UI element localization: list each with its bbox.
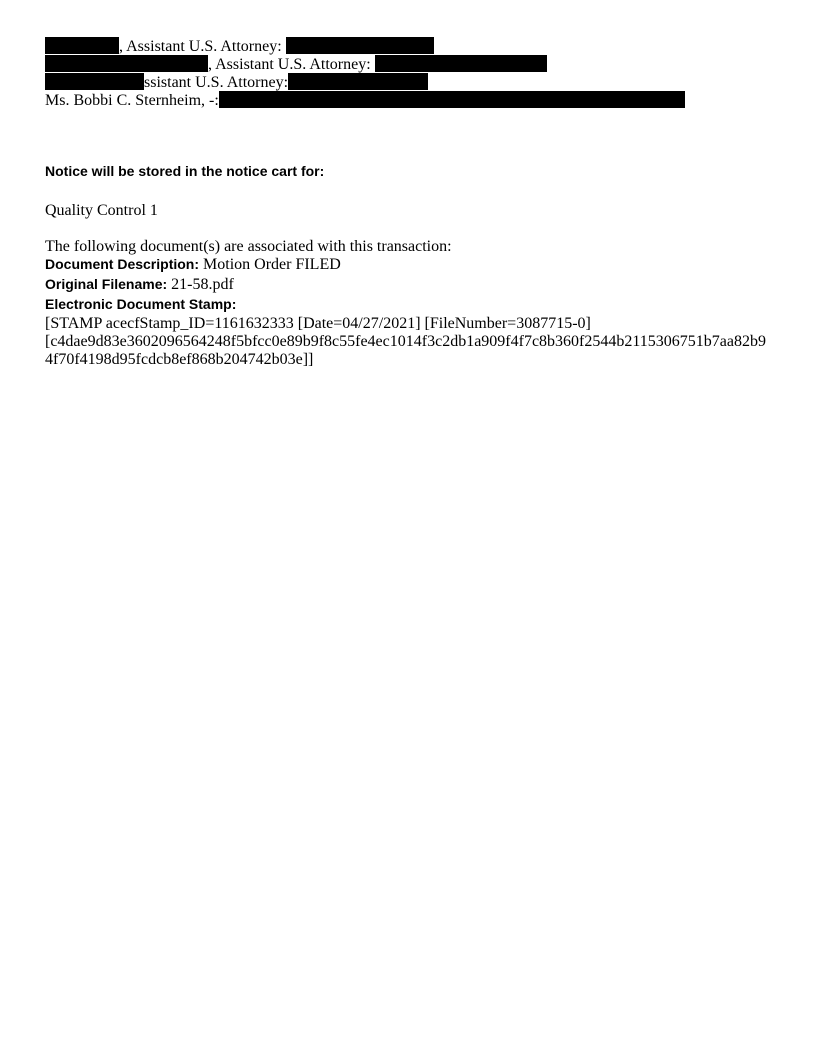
recipient-2-text: , Assistant U.S. Attorney: [208, 56, 371, 73]
redaction-block [286, 37, 434, 54]
notice-heading: Notice will be stored in the notice cart for: [45, 163, 325, 179]
redaction-block [375, 55, 547, 72]
recipient-line-3 [45, 73, 428, 92]
notice-recipient: Quality Control 1 [45, 202, 158, 219]
original-filename-value: 21-58.pdf [171, 276, 234, 293]
redaction-block [45, 73, 144, 90]
recipient-4-text: Ms. Bobbi C. Sternheim, -: [45, 92, 219, 109]
recipient-line-2 [45, 55, 547, 74]
recipient-line-1 [45, 37, 434, 56]
original-filename [45, 276, 234, 294]
stamp-line: [STAMP acecfStamp_ID=1161632333 [Date=04/27/2021] [FileNumber=3087715-0] [45, 315, 591, 332]
document-description-label: Document Description: [45, 256, 200, 272]
recipient-3-text: ssistant U.S. Attorney: [144, 74, 289, 91]
redaction-block [288, 73, 428, 90]
recipient-1-text: , Assistant U.S. Attorney: [119, 38, 282, 55]
documents-intro: The following document(s) are associated with this transaction: [45, 238, 452, 255]
recipient-line-4 [45, 91, 685, 110]
stamp-line: [c4dae9d83e3602096564248f5bfcc0e89b9f8c55fe4ec1014f3c2db1a909f4f7c8b360f2544b2115306751b7aa82b9 [45, 333, 766, 350]
electronic-stamp-label: Electronic Document Stamp: [45, 296, 237, 312]
redaction-block [219, 91, 685, 108]
redaction-block [45, 55, 208, 72]
document-description-value: Motion Order FILED [203, 256, 341, 273]
redaction-block [45, 37, 119, 54]
stamp-line: 4f70f4198d95fcdcb8ef868b204742b03e]] [45, 351, 314, 368]
original-filename-label: Original Filename: [45, 276, 168, 292]
document-description [45, 256, 341, 274]
